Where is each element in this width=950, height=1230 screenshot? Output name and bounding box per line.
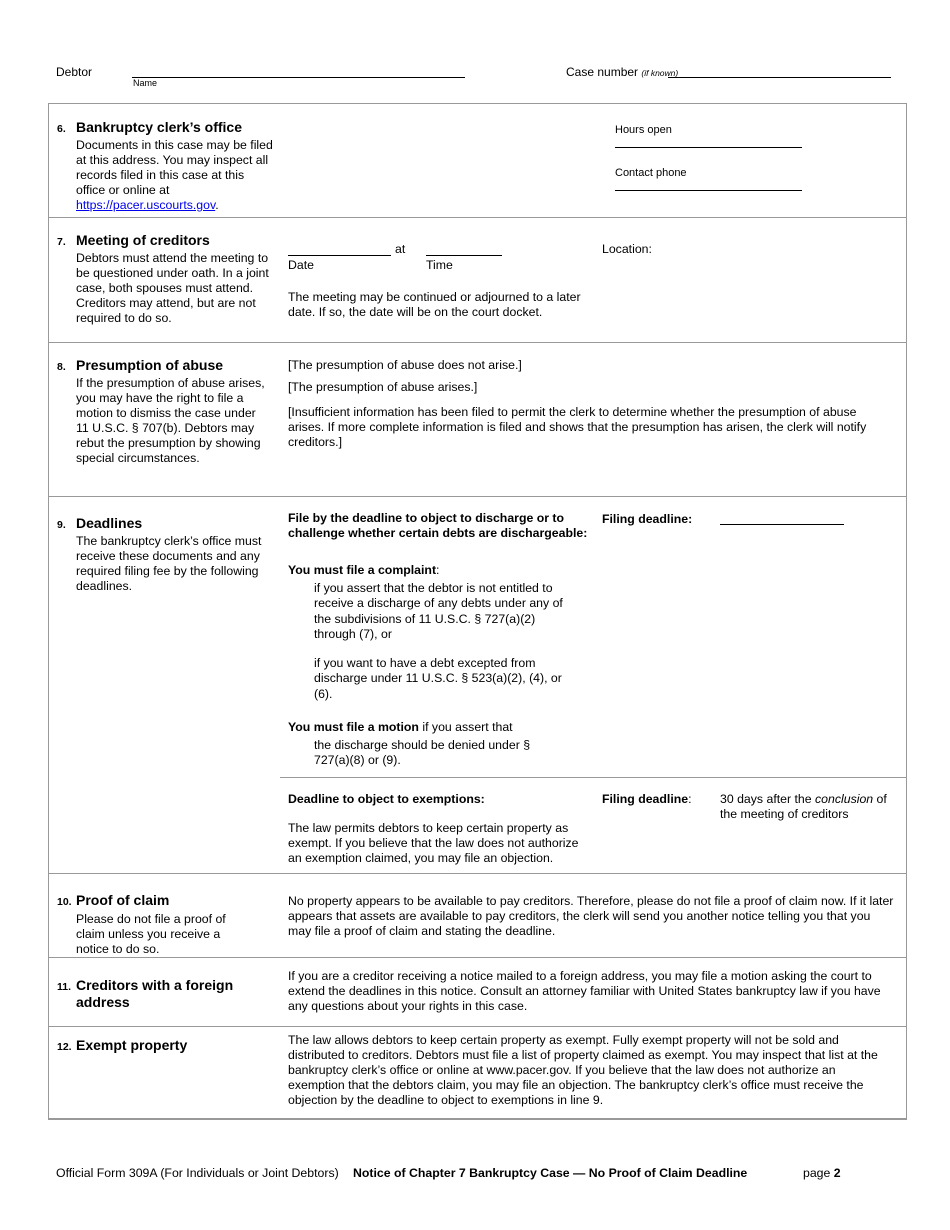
section-7-desc-2: Creditors may attend, but are not required to do so. xyxy=(76,296,256,325)
hours-open-line xyxy=(615,147,802,148)
section-6-number: 6. xyxy=(57,123,66,135)
footer-title xyxy=(353,1166,747,1181)
exemptions-deadline-pre: 30 days after the xyxy=(720,792,816,806)
presumption-option-3: [Insufficient information has been filed to permit the clerk to determine whether the presumption of abuse arises. If more complete information is filed and shows that the presumption has arisen, the clerk will notify creditors.] xyxy=(288,405,867,449)
motion-line xyxy=(288,720,513,735)
link-suffix: . xyxy=(215,198,219,212)
complaint-item-2: if you want to have a debt excepted from discharge under 11 U.S.C. § 523(a)(2), (4), or (6). xyxy=(314,656,562,701)
hours-open-label: Hours open xyxy=(615,124,672,136)
motion-bold: You must file a motion xyxy=(288,720,419,734)
section-10-description: Please do not file a proof of claim unless you receive a notice to do so. xyxy=(76,912,226,956)
exempt-property-text: The law allows debtors to keep certain property as exempt. Fully exempt property will not be sold and distributed to creditors. Debtors must file a list of property claimed as exempt. You may inspect that list at the bankruptcy clerk’s office or online at www.pacer.gov. If you believe that the law does not authorize an exemption that the debtors claim, you may file an objection. The bankruptcy clerk’s office must receive the objection by the deadline to object to exemptions in line 9. xyxy=(288,1033,878,1107)
date-line xyxy=(288,255,391,256)
section-11-title-line-1: Creditors with a foreign xyxy=(76,977,234,993)
motion-item: the discharge should be denied under § 727(a)(8) or (9). xyxy=(314,738,531,768)
time-label: Time xyxy=(426,258,453,272)
section-12-number: 12. xyxy=(57,1041,72,1053)
case-number-text: Case number xyxy=(566,65,639,79)
section-11-title-line-2: address xyxy=(76,994,130,1011)
section-11-title xyxy=(76,977,233,1011)
contact-phone-line xyxy=(615,190,802,191)
if-known-text: (if known) xyxy=(641,68,679,78)
section-8-description: If the presumption of abuse arises, you may have the right to file a motion to dismiss the case under 11 U.S.C. § 707(b). Debtors may rebut the presumption by showing special circumstances. xyxy=(76,376,265,465)
meeting-note: The meeting may be continued or adjourned to a later date. If so, the date will be on the court docket. xyxy=(288,290,581,319)
exemptions-heading: Deadline to object to exemptions: xyxy=(288,792,485,806)
presumption-option-2: [The presumption of abuse arises.] xyxy=(288,380,478,394)
section-7-title: Meeting of creditors xyxy=(76,232,210,248)
section-6-desc-text: Documents in this case may be filed at this address. You may inspect all records filed in this case at this office or online at xyxy=(76,138,273,197)
complaint-bold: You must file a complaint xyxy=(288,563,437,577)
section-6-description xyxy=(76,138,276,213)
divider-6-7 xyxy=(49,217,906,218)
debtor-label: Debtor xyxy=(56,65,93,79)
proof-of-claim-text: No property appears to be available to pay creditors. Therefore, please do not file a proof of claim now. If it later appears that assets are available to pay creditors, the clerk will send you another notice telling you that you may file a proof of claim and stating the deadline. xyxy=(288,894,894,938)
section-6-title: Bankruptcy clerk’s office xyxy=(76,119,242,135)
exemptions-deadline xyxy=(720,792,900,822)
section-11-number: 11. xyxy=(57,981,72,993)
filing-deadline-label: Filing deadline: xyxy=(602,512,693,526)
foreign-address-text: If you are a creditor receiving a notice mailed to a foreign address, you may file a motion asking the court to extend the deadlines in this notice. Consult an attorney familiar with United States bankruptcy law if you have any questions about your rights in this case. xyxy=(288,969,881,1013)
divider-10-11 xyxy=(49,957,906,958)
complaint-line xyxy=(288,563,439,578)
divider-9-10 xyxy=(49,873,906,874)
filing-deadline-line xyxy=(720,524,844,525)
footer-title-part-2: No Proof of Claim Deadline xyxy=(588,1166,748,1180)
footer-title-part-1: Notice of Chapter 7 Bankruptcy Case xyxy=(353,1166,570,1180)
filing-deadline-2-colon: : xyxy=(688,792,692,806)
time-line xyxy=(426,255,502,256)
exemptions-deadline-em: conclusion xyxy=(815,792,874,806)
section-8-title: Presumption of abuse xyxy=(76,357,224,373)
footer-dash: — xyxy=(573,1166,586,1180)
section-7-number: 7. xyxy=(57,236,66,248)
divider-8-9 xyxy=(49,496,906,497)
section-7-description xyxy=(76,251,276,326)
filing-deadline-label-2 xyxy=(602,792,692,807)
divider-9-sub xyxy=(280,777,906,778)
divider-11-12 xyxy=(49,1026,906,1027)
location-label: Location: xyxy=(602,242,652,256)
footer-form-name: Official Form 309A (For Individuals or Joint Debtors) xyxy=(56,1166,339,1180)
complaint-colon: : xyxy=(436,563,440,577)
footer-page xyxy=(803,1166,841,1181)
filing-deadline-2-bold: Filing deadline xyxy=(602,792,689,806)
complaint-item-1: if you assert that the debtor is not entitled to receive a discharge of any debts under any of the subdivisions of 11 U.S.C. § 727(a)(2) through (7), or xyxy=(314,581,563,642)
section-9-title: Deadlines xyxy=(76,515,143,531)
debtor-name-line xyxy=(132,77,465,78)
exemptions-text: The law permits debtors to keep certain property as exempt. If you believe that the law does not authorize an exemption claimed, you may file an objection. xyxy=(288,821,579,865)
exemptions-deadline-post: of the meeting of creditors xyxy=(720,792,887,821)
footer-page-number: 2 xyxy=(833,1166,841,1180)
motion-rest: if you assert that xyxy=(418,720,513,734)
footer-page-label: page xyxy=(803,1166,831,1180)
form-body xyxy=(48,103,907,1120)
section-9-description: The bankruptcy clerk’s office must receive these documents and any required filing fee by the following deadlines. xyxy=(76,534,262,593)
name-label: Name xyxy=(133,78,158,88)
contact-phone-label: Contact phone xyxy=(615,167,687,179)
case-number-label xyxy=(566,65,678,80)
presumption-option-1: [The presumption of abuse does not arise.] xyxy=(288,358,522,372)
at-text: at xyxy=(395,242,406,256)
discharge-heading: File by the deadline to object to discharge or to challenge whether certain debts are dischargeable: xyxy=(288,511,588,540)
section-9-number: 9. xyxy=(57,519,66,531)
section-8-number: 8. xyxy=(57,361,66,373)
date-label: Date xyxy=(288,258,314,272)
case-number-line xyxy=(668,77,891,78)
section-10-number: 10. xyxy=(57,896,72,908)
divider-7-8 xyxy=(49,342,906,343)
pacer-link[interactable]: https://pacer.uscourts.gov xyxy=(76,198,216,212)
section-12-title: Exempt property xyxy=(76,1037,188,1053)
section-10-title: Proof of claim xyxy=(76,892,170,908)
section-7-desc-1: Debtors must attend the meeting to be questioned under oath. In a joint case, both spouses must attend. xyxy=(76,251,269,295)
